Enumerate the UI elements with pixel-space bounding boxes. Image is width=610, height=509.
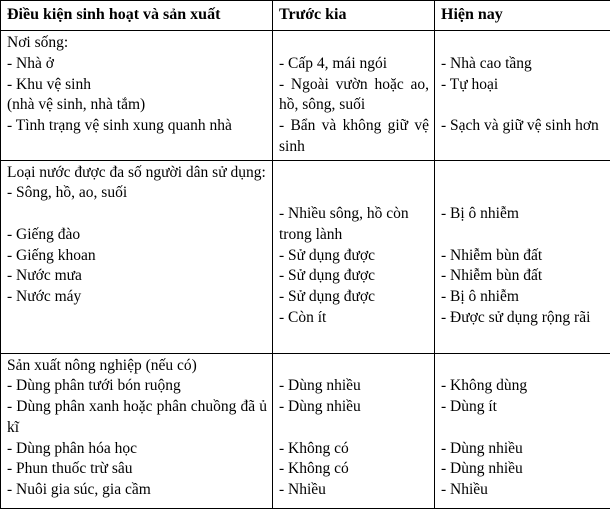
- text-line: - Sông, hồ, ao, suối: [7, 183, 267, 204]
- table-row: [1, 353, 610, 508]
- text-line: - Không dùng: [441, 376, 605, 397]
- text-line: - Dùng nhiều: [441, 439, 605, 460]
- cell-living-conditions: [1, 31, 273, 161]
- text-line: - Dùng ít: [441, 397, 605, 418]
- text-line: - Khu vệ sinh: [7, 75, 267, 96]
- text-line: - Nước mưa: [7, 266, 267, 287]
- text-line: - Không có: [279, 439, 429, 460]
- cell-water-now: [435, 160, 610, 353]
- text-line: - Nước máy: [7, 287, 267, 308]
- text-line: - Sử dụng được: [279, 246, 429, 267]
- text-line: Sản xuất nông nghiệp (nếu có): [7, 356, 267, 377]
- text-line: - Cấp 4, mái ngói: [279, 54, 429, 75]
- text-line: - Giếng khoan: [7, 246, 267, 267]
- text-line: - Không có: [279, 459, 429, 480]
- text-line: - Dùng nhiều: [441, 459, 605, 480]
- cell-living-before: [273, 31, 435, 161]
- cell-farming-before: [273, 353, 435, 508]
- cell-living-now: [435, 31, 610, 161]
- text-line: - Ngoài vườn hoặc ao, hồ, sông, suối: [279, 75, 429, 117]
- text-line: - Nuôi gia súc, gia cầm: [7, 480, 267, 501]
- text-line: - Nhiều sông, hồ còn trong lành: [279, 204, 429, 246]
- header-row: [1, 1, 610, 31]
- text-line: - Sử dụng được: [279, 287, 429, 308]
- text-line: - Nhiều: [279, 480, 429, 501]
- text-line: Loại nước được đa số người dân sử dụng:: [7, 163, 267, 184]
- text-line: - Được sử dụng rộng rãi: [441, 308, 605, 329]
- text-line: Nơi sống:: [7, 33, 267, 54]
- text-line: - Nhiễm bùn đất: [441, 266, 605, 287]
- text-line: - Dùng nhiều: [279, 397, 429, 418]
- text-line: - Bị ô nhiễm: [441, 287, 605, 308]
- text-line: - Dùng phân hóa học: [7, 439, 267, 460]
- text-line: - Dùng phân tưới bón ruộng: [7, 376, 267, 397]
- text-line: - Dùng nhiều: [279, 376, 429, 397]
- text-line: - Phun thuốc trừ sâu: [7, 459, 267, 480]
- text-line: - Sạch và giữ vệ sinh hơn: [441, 116, 605, 137]
- text-line: (nhà vệ sinh, nhà tắm): [7, 95, 267, 116]
- text-line: - Tình trạng vệ sinh xung quanh nhà: [7, 116, 267, 137]
- text-line: - Bẩn và không giữ vệ sinh: [279, 116, 429, 158]
- cell-water-conditions: [1, 160, 273, 353]
- text-line: - Còn ít: [279, 308, 429, 329]
- text-line: - Nhiễm bùn đất: [441, 246, 605, 267]
- table-row: [1, 160, 610, 353]
- column-header-before: Trước kia: [273, 1, 435, 31]
- table-header: [1, 1, 610, 31]
- text-line: - Dùng phân xanh hoặc phân chuồng đã ủ kĩ: [7, 397, 267, 439]
- column-header-conditions: Điều kiện sinh hoạt và sản xuất: [1, 1, 273, 31]
- table-row: [1, 31, 610, 161]
- column-header-now: Hiện nay: [435, 1, 610, 31]
- cell-farming-now: [435, 353, 610, 508]
- text-line: - Bị ô nhiễm: [441, 204, 605, 225]
- text-line: - Sử dụng được: [279, 266, 429, 287]
- cell-farming-conditions: [1, 353, 273, 508]
- text-line: - Nhiều: [441, 480, 605, 501]
- cell-water-before: [273, 160, 435, 353]
- text-line: - Nhà cao tầng: [441, 54, 605, 75]
- text-line: - Tự hoại: [441, 75, 605, 96]
- text-line: - Nhà ở: [7, 54, 267, 75]
- table-body: [1, 31, 610, 509]
- text-line: - Giếng đào: [7, 225, 267, 246]
